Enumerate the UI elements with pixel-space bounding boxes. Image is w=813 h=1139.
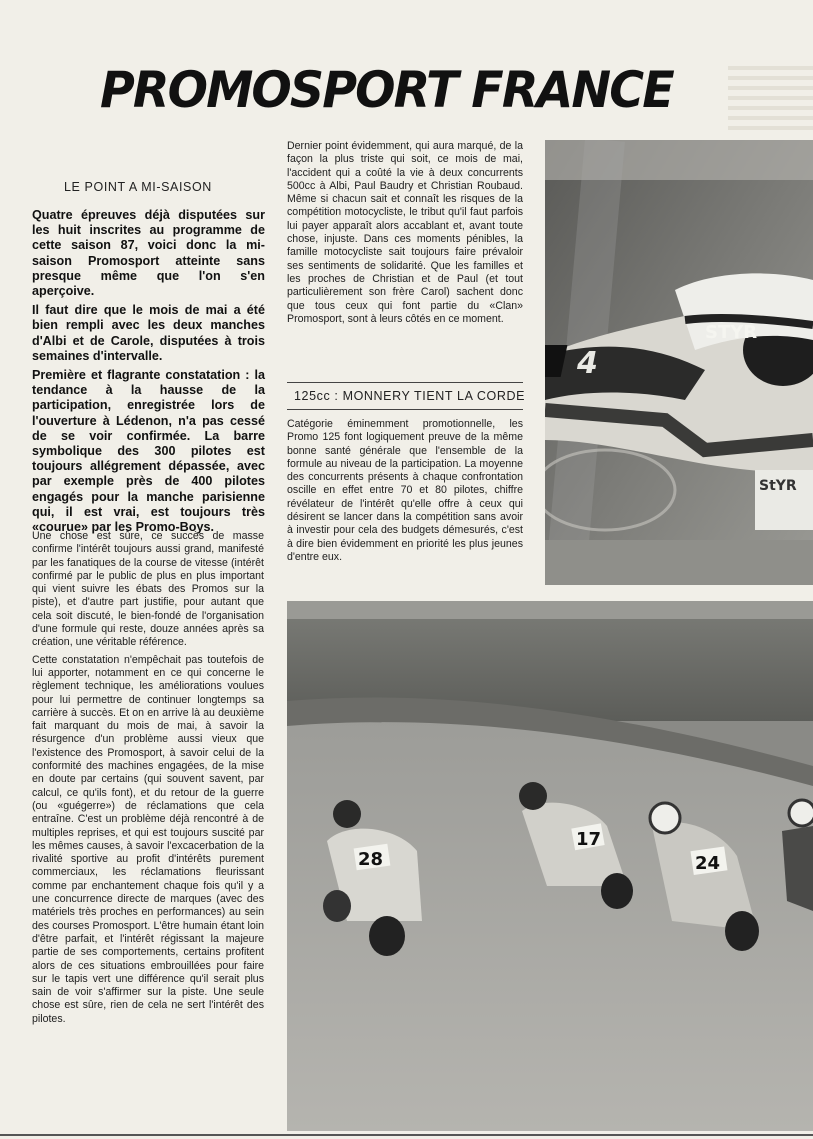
- lead-paragraphs: [32, 208, 265, 539]
- section-rule: [287, 409, 523, 410]
- lead-paragraph: Première et flagrante constatation : la tendance à la hausse de la participation, enregistrée lors de l'ouverture à Lédenon, n'a pas cessé de se voir confirmée. La barre symbolique des 300 pilotes est toujours allégrement dépassée, avec par exemple près de 400 pilotes engagés pour la manche parisienne qui, il est vrai, est toujours très «courue» par les Promo-Boys.: [32, 368, 265, 535]
- body-paragraph: Catégorie éminemment promotionnelle, les Promo 125 font logiquement preuve de la même bonne santé générale que l'ensemble de la formule au niveau de la participation. La moyenne des concurrents présents à chaque confrontation oscille en effet entre 70 et 80 pilotes, chiffre révélateur de l'intérêt qu'elle offre à ceux qui désirent se lancer dans la compétition sans avoir à investir pour cela des budgets démesurés, c'est à dire bien évidemment en priorité les plus jeunes d'entre eux.: [287, 418, 523, 563]
- bleed-through-text: [728, 66, 813, 136]
- svg-text:StYR: StYR: [759, 478, 797, 494]
- body-column-mid-125cc: [287, 418, 523, 568]
- photo-fairing-text: STYR: [705, 322, 758, 343]
- photo-race-pack: [287, 601, 813, 1131]
- section-heading-125cc: 125cc : MONNERY TIENT LA CORDE: [294, 389, 526, 403]
- lead-paragraph: Quatre épreuves déjà disputées sur les huit inscrites au programme de cette saison 87, voici donc la mi-saison Promosport atteinte sans presque même que l'on s'en aperçoive.: [32, 208, 265, 299]
- body-paragraph: Dernier point évidemment, qui aura marqué, de la façon la plus triste qui soit, ce mois de mai, l'accident qui a coûté la vie à deux concurrents 500cc à Albi, Paul Baudry et Christian Roubaud. Même si chacun sait et connaît les risques de la compétition motocycliste, le tribut qu'il faut parfois lui payer apparaît alors accablant et, avant toute chose, injuste. Dans ces moments pénibles, la famille motocycliste sait toujours faire prévaloir ses sentiments de solidarité. Que les familles et les proches de Christian et de Paul (et tout particulièrement son frère Carol) sachent donc que tous ceux qui font partie du «Clan» Promosport, sont à leurs côtés en ce moment.: [287, 140, 523, 325]
- photo-bike-number: 4: [577, 346, 598, 381]
- article-title: PROMOSPORT FRANCE: [100, 61, 673, 119]
- lead-paragraph: Il faut dire que le mois de mai a été bien rempli avec les deux manches d'Albi et de Carole, disputées à trois semaines d'intervalle.: [32, 303, 265, 363]
- photo-rider-closeup: [545, 140, 813, 585]
- body-paragraph: Une chose est sûre, ce succès de masse confirme l'intérêt toujours aussi grand, manifesté par les fanatiques de la course de vitesse (intérêt confirmé par le public de plus en plus important qui vient suivre les ébats des Promos sur la piste), et d'autre part justifie, pour autant que cela soit discuté, le bien-fondé de l'organisation d'une formule qui reste, douze années après sa création, une véritable référence.: [32, 530, 264, 649]
- body-column-left: [32, 530, 264, 1030]
- page-bottom-rule: [0, 1134, 813, 1136]
- body-column-mid: [287, 140, 523, 330]
- section-rule: [287, 382, 523, 383]
- photo-rider-closeup-art: [545, 140, 813, 585]
- section-heading-mid-season: LE POINT A MI-SAISON: [64, 180, 212, 194]
- rider-number: 28: [358, 849, 384, 870]
- photo-race-pack-art: [287, 601, 813, 1131]
- body-paragraph: Cette constatation n'empêchait pas toutefois de lui apporter, notamment en ce qui concerne le règlement technique, les améliorations voulues pour lui permettre de continuer longtemps sa carrière à succès. Et on en arrive là au deuxième fait marquant du mois de mai, à savoir la résurgence d'un problème aussi vieux que l'existence des Promosport, à savoir celui de la conformité des machines engagées, de la mise en doute par certains (qui souvent savent, par calcul, ce qu'ils font), et du retour de la guerre (ou «guégerre») de réclamations que cela entraîne. C'est un problème déjà rencontré à de multiples reprises, et qui est toujours suscité par les mêmes causes, à savoir l'excacerbation de la rivalité sportive au profit d'intérêts purement commerciaux, les réclamations fleurissant comme par enchantement chaque fois qu'il y a une concurrence directe de marques (avec des matériels très proches en performances) au sein des courses Promosport. L'être humain étant loin d'être parfait, et l'intérêt régissant la majeure partie de ses comportements, certains profitent alors de ces situations embrouillées pour faire sur le tapis vert une différence qu'il serait plus sain de voir s'affirmer sur la piste. Une seule chose est sûre, rien de cela ne sert l'intérêt des pilotes.: [32, 653, 264, 1025]
- rider-number: 24: [695, 853, 721, 874]
- rider-number: 17: [576, 829, 602, 850]
